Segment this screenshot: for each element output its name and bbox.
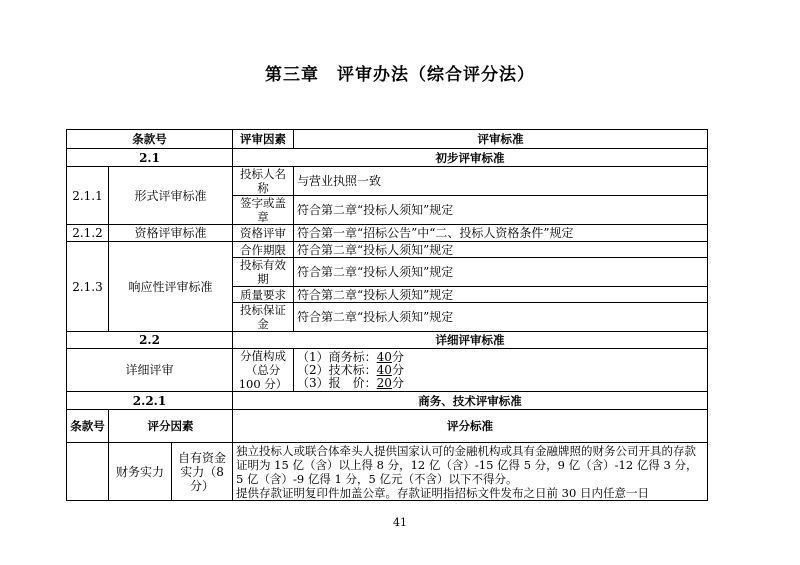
page-number: 41	[393, 516, 407, 529]
scoring-note: 提供存款证明复印件加盖公章。存款证明指招标文件发布之日前 30 日内任意一日	[236, 486, 649, 500]
factor-cell: 投标保证金	[233, 303, 294, 332]
standard-cell: 符合第一章“招标公告”中“二、投标人资格条件”规定	[294, 225, 708, 242]
table-row	[67, 225, 708, 242]
subheader-standard: 评分标准	[233, 410, 708, 443]
table-row	[67, 242, 708, 258]
section-row-2-2	[67, 332, 708, 349]
section-2-2-1-no: 2.2.1	[67, 392, 233, 410]
table-header-row	[67, 130, 708, 149]
page-title: 第三章 评审办法（综合评分法）	[265, 65, 535, 85]
score-line-business: （1）商务标：40分	[297, 349, 404, 364]
table-row	[67, 443, 708, 501]
subheader-factor: 评分因素	[109, 410, 233, 443]
standard-cell: 符合第二章“投标人须知”规定	[294, 196, 708, 225]
factor-cell: 投标人名称	[233, 167, 294, 196]
subheader-clause-no: 条款号	[67, 410, 109, 443]
table-row	[67, 167, 708, 196]
score-line-price: （3）报 价：20分	[297, 375, 404, 390]
scoring-text-cell	[233, 443, 708, 501]
score-line-technical: （2）技术标：40分	[297, 362, 404, 377]
header-factor: 评审因素	[233, 130, 294, 149]
header-standard: 评审标准	[294, 130, 708, 149]
section-2-1-name: 初步评审标准	[233, 149, 708, 167]
clause-2-1-3-name: 响应性评审标准	[109, 242, 233, 332]
standard-cell: 符合第二章“投标人须知”规定	[294, 258, 708, 287]
subcategory-own-funds: 自有资金实力（8分）	[172, 443, 233, 501]
section-2-1-no: 2.1	[67, 149, 233, 167]
empty-clause-cell	[67, 443, 109, 501]
detail-review-label: 详细评审	[67, 349, 233, 392]
table-subheader-row	[67, 410, 708, 443]
clause-2-1-2-no: 2.1.2	[67, 225, 109, 242]
factor-cell: 合作期限	[233, 242, 294, 258]
section-2-2-no: 2.2	[67, 332, 233, 349]
section-2-2-name: 详细评审标准	[233, 332, 708, 349]
section-row-2-1	[67, 149, 708, 167]
score-breakdown	[294, 349, 708, 392]
section-2-2-1-name: 商务、技术评审标准	[233, 392, 708, 410]
category-financial: 财务实力	[109, 443, 172, 501]
header-clause-no: 条款号	[67, 130, 233, 149]
evaluation-table	[66, 129, 708, 501]
clause-2-1-1-name: 形式评审标准	[109, 167, 233, 225]
factor-cell: 质量要求	[233, 287, 294, 303]
standard-cell: 符合第二章“投标人须知”规定	[294, 242, 708, 258]
table-row	[67, 349, 708, 392]
clause-2-1-3-no: 2.1.3	[67, 242, 109, 332]
clause-2-1-1-no: 2.1.1	[67, 167, 109, 225]
standard-cell: 符合第二章“投标人须知”规定	[294, 303, 708, 332]
section-row-2-2-1	[67, 392, 708, 410]
factor-cell: 签字或盖章	[233, 196, 294, 225]
clause-2-1-2-name: 资格评审标准	[109, 225, 233, 242]
scoring-rule: 独立投标人或联合体牵头人提供国家认可的金融机构或具有金融牌照的财务公司开具的存款证明为 15 亿（含）以上得 8 分，12 亿（含）-15 亿得 5 分，9 亿（含）-12 亿得 3 分，5 亿（含）-9 亿得 1 分，5 亿元（不含）以下不得分。	[236, 444, 698, 486]
score-composition: 分值构成（总分 100 分）	[233, 349, 294, 392]
standard-cell: 符合第二章“投标人须知”规定	[294, 287, 708, 303]
factor-cell: 资格评审	[233, 225, 294, 242]
standard-cell: 与营业执照一致	[294, 167, 708, 196]
factor-cell: 投标有效期	[233, 258, 294, 287]
